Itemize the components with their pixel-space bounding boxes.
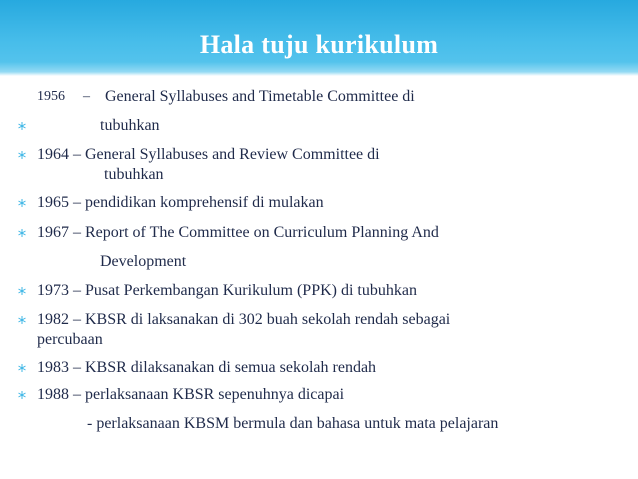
item-text: 1982 – KBSR di laksanakan di 302 buah sekolah rendah sebagai <box>37 311 451 328</box>
item-text: tubuhkan <box>104 166 164 183</box>
asterisk-bullet-icon <box>18 287 26 295</box>
year-label: 1956 <box>37 89 65 104</box>
item-text: 1964 – General Syllabuses and Review Committee di <box>37 146 380 163</box>
asterisk-bullet-icon <box>18 122 26 130</box>
slide-title: Hala tuju kurikulum <box>199 30 439 59</box>
item-text: percubaan <box>37 331 103 348</box>
item-text: Development <box>100 253 187 270</box>
asterisk-bullet-icon <box>18 364 26 372</box>
item-text: General Syllabuses and Timetable Committee di <box>105 88 415 105</box>
asterisk-bullet-icon <box>18 391 26 399</box>
asterisk-bullet-icon <box>18 229 26 237</box>
asterisk-bullet-icon <box>18 151 26 159</box>
asterisk-bullet-icon <box>18 199 26 207</box>
item-text: 1965 – pendidikan komprehensif di mulakan <box>37 194 324 211</box>
item-text: tubuhkan <box>100 117 160 134</box>
item-text: 1973 – Pusat Perkembangan Kurikulum (PPK) di tubuhkan <box>37 282 417 299</box>
item-text: 1988 – perlaksanaan KBSR sepenuhnya dicapai <box>37 386 345 403</box>
asterisk-bullet-icon <box>18 316 26 324</box>
item-text: - perlaksanaan KBSM bermula dan bahasa untuk mata pelajaran <box>87 415 499 432</box>
item-text: 1983 – KBSR dilaksanakan di semua sekolah rendah <box>37 359 377 376</box>
item-text: 1967 – Report of The Committee on Curriculum Planning And <box>37 224 439 241</box>
dash-separator: – <box>83 89 90 104</box>
